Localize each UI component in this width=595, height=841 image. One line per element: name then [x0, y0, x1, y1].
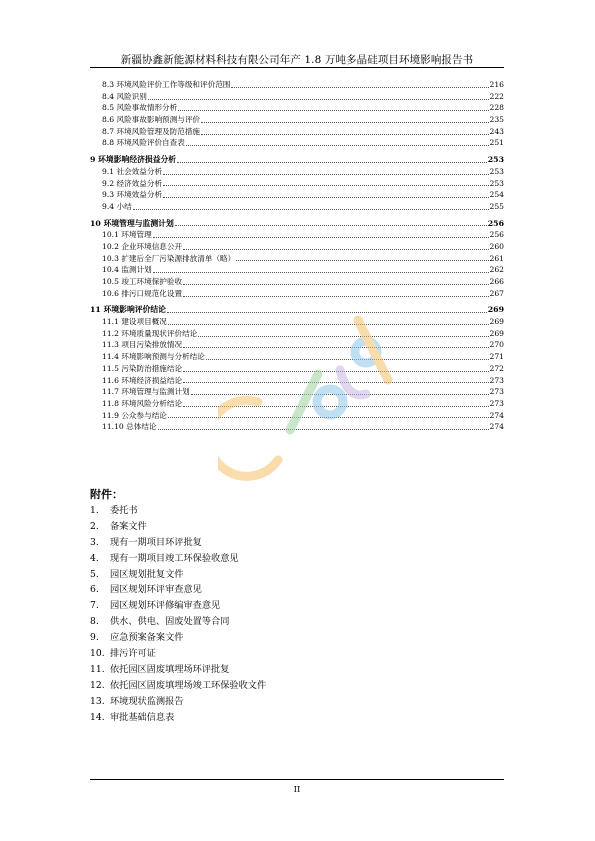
- toc-chapter-entry[interactable]: [90, 304, 504, 316]
- toc-dot-leader: [183, 370, 488, 372]
- appendix-item: [90, 535, 504, 551]
- toc-dot-leader: [186, 144, 489, 146]
- toc-entry[interactable]: [90, 189, 504, 201]
- toc-entry-page: 269: [489, 328, 504, 338]
- toc-entry-label: 11.9 公众参与结论: [102, 410, 167, 420]
- toc-entry-label: 11.4 环境影响预测与分析结论: [102, 352, 205, 362]
- toc-entry-label: 10.2 企业环境信息公开: [102, 241, 183, 251]
- toc-entry-label: 10.5 竣工环境保护验收: [102, 277, 183, 286]
- toc-entry[interactable]: [90, 386, 504, 398]
- toc-entry-label: 9 环境影响经济损益分析: [90, 155, 177, 165]
- toc-entry-page: 269: [487, 305, 504, 315]
- toc-entry-label: 8.5 风险事故情形分析: [102, 103, 178, 113]
- toc-entry[interactable]: [90, 421, 504, 433]
- toc-entry[interactable]: [90, 316, 504, 328]
- appendix-item-number: 1.: [90, 505, 99, 516]
- toc-dot-leader: [236, 259, 488, 261]
- toc-entry-label: 11.10 总体结论: [102, 422, 157, 432]
- toc-entry[interactable]: [90, 166, 504, 178]
- toc-entry-label: 11.6 环境经济损益结论: [102, 375, 183, 385]
- appendix-item-text: 园区规划环评修编审查意见: [110, 600, 221, 612]
- toc-entry[interactable]: [90, 398, 504, 410]
- appendix-item: [90, 646, 504, 662]
- toc-dot-leader: [231, 86, 488, 88]
- appendix-item: [90, 614, 504, 630]
- toc-entry[interactable]: [90, 241, 504, 253]
- appendix-item-number: 8.: [90, 616, 99, 628]
- footer-divider: [90, 779, 504, 780]
- toc-dot-leader: [153, 236, 489, 238]
- appendix-item: [90, 567, 504, 583]
- toc-entry-page: 274: [489, 422, 504, 432]
- toc-entry-label: 11.2 环境质量现状评价结论: [102, 328, 198, 338]
- appendix-item-text: 园区规划批复文件: [110, 568, 184, 580]
- toc-entry[interactable]: [90, 410, 504, 422]
- toc-entry-page: 267: [489, 288, 504, 298]
- toc-dot-leader: [198, 335, 488, 337]
- toc-dot-leader: [158, 428, 489, 430]
- toc-entry-label: 10 环境管理与监测计划: [90, 218, 174, 228]
- appendix-item: [90, 551, 504, 567]
- toc-dot-leader: [183, 381, 488, 383]
- toc-entry-page: 261: [489, 253, 504, 263]
- toc-dot-leader: [163, 184, 488, 186]
- appendix-item-text: 依托园区固废填埋场竣工环保验收文件: [110, 679, 267, 691]
- toc-entry-page: 253: [487, 155, 504, 165]
- toc-entry-page: 243: [489, 126, 504, 136]
- toc-entry-page: 235: [489, 115, 504, 125]
- appendix-item-number: 3.: [90, 536, 99, 548]
- toc-entry[interactable]: [90, 375, 504, 387]
- toc-entry[interactable]: [90, 253, 504, 265]
- toc-entry-page: 256: [487, 218, 504, 228]
- toc-entry-page: 255: [489, 201, 504, 211]
- appendix-item: [90, 678, 504, 694]
- appendix-item-text: 环境现状监测报告: [110, 695, 184, 707]
- toc-dot-leader: [175, 224, 487, 226]
- toc-entry-page: 228: [489, 103, 504, 113]
- appendix-item-text: 审批基础信息表: [110, 711, 175, 723]
- appendix-item-number: 6.: [90, 584, 99, 596]
- toc-entry-label: 8.6 风险事故影响预测与评价: [102, 115, 201, 125]
- toc-entry-label: 11.5 污染防治措施结论: [102, 363, 183, 373]
- appendix-item: [90, 598, 504, 614]
- toc-entry-page: 253: [489, 166, 504, 176]
- appendix-item-number: 13.: [90, 695, 105, 707]
- toc-entry-page: 270: [489, 340, 504, 350]
- toc-entry[interactable]: [90, 288, 504, 300]
- toc-entry[interactable]: [90, 276, 504, 288]
- appendix-item-number: 7.: [90, 600, 99, 612]
- toc-dot-leader: [183, 346, 488, 348]
- toc-dot-leader: [167, 311, 487, 313]
- appendix-item-number: 12.: [90, 679, 105, 691]
- toc-entry[interactable]: [90, 91, 504, 103]
- toc-entry[interactable]: [90, 201, 504, 213]
- page-header: 新疆协鑫新能源材料科技有限公司年产 1.8 万吨多晶硅项目环境影响报告书: [120, 54, 474, 66]
- toc-chapter-entry[interactable]: [90, 154, 504, 166]
- toc-entry[interactable]: [90, 178, 504, 190]
- appendix-item-number: 9.: [90, 632, 99, 644]
- toc-dot-leader: [183, 295, 488, 297]
- toc-entry-label: 9.4 小结: [102, 201, 132, 211]
- toc-entry[interactable]: [90, 363, 504, 375]
- page-number: II: [293, 785, 301, 795]
- toc-entry-page: 222: [489, 91, 504, 101]
- appendix-item-number: 11.: [90, 663, 105, 675]
- toc-entry-label: 9.3 环境效益分析: [102, 190, 163, 200]
- toc-entry-label: 8.8 环境风险评价自查表: [102, 138, 185, 148]
- appendix-item: [90, 710, 504, 726]
- toc-entry-page: 256: [489, 230, 504, 240]
- toc-entry-page: 271: [489, 352, 504, 362]
- toc-dot-leader: [183, 405, 488, 407]
- appendix-item-text: 现有一期项目竣工环保验收意见: [110, 552, 239, 564]
- toc-entry-label: 10.6 排污口规范化设置: [102, 288, 183, 298]
- toc-dot-leader: [148, 98, 489, 100]
- toc-dot-leader: [133, 208, 489, 210]
- appendix-item-number: 2.: [90, 520, 99, 532]
- appendix-item: [90, 630, 504, 646]
- toc-entry-label: 10.3 扩建后全厂污染源排放清单（略）: [102, 253, 236, 263]
- toc-entry-page: 266: [489, 277, 504, 286]
- toc-entry-label: 11 环境影响评价结论: [90, 305, 166, 315]
- toc-entry-page: 254: [489, 190, 504, 200]
- toc-entry[interactable]: [90, 102, 504, 114]
- appendix-item-text: 备案文件: [110, 520, 147, 532]
- toc-entry-label: 10.1 环境管理: [102, 230, 152, 240]
- toc-entry[interactable]: [90, 351, 504, 363]
- toc-entry-label: 9.1 社会效益分析: [102, 166, 163, 176]
- toc-entry-label: 11.1 建设项目概况: [102, 317, 167, 327]
- toc-entry-page: 251: [489, 138, 504, 148]
- appendix-title: 附件：: [90, 488, 123, 501]
- appendix-item-text: 园区规划环评审查意见: [110, 584, 202, 596]
- toc-dot-leader: [163, 196, 488, 198]
- toc-dot-leader: [206, 358, 489, 360]
- toc-entry[interactable]: [90, 328, 504, 340]
- toc-entry-label: 9.2 经济效益分析: [102, 178, 163, 188]
- appendix-item-text: 现有一期项目环评批复: [110, 536, 202, 548]
- toc-dot-leader: [183, 248, 488, 250]
- header-divider: [90, 67, 504, 68]
- toc-entry[interactable]: [90, 126, 504, 138]
- toc-dot-leader: [178, 109, 488, 111]
- toc-entry-page: 273: [489, 375, 504, 385]
- appendix-list: [90, 503, 504, 725]
- toc-entry-page: 253: [489, 178, 504, 188]
- toc-entry-page: 260: [489, 241, 504, 251]
- toc-entry-page: 269: [489, 317, 504, 327]
- toc-entry-page: 216: [489, 80, 504, 89]
- toc-entry[interactable]: [90, 264, 504, 276]
- toc-entry-page: 273: [489, 387, 504, 397]
- toc-entry-label: 11.7 环境管理与监测计划: [102, 387, 190, 397]
- toc-dot-leader: [168, 416, 489, 418]
- toc-dot-leader: [168, 323, 489, 325]
- appendix-item: [90, 519, 504, 535]
- toc-entry-label: 11.3 项目污染排放情况: [102, 340, 183, 350]
- toc-dot-leader: [153, 271, 489, 273]
- toc-entry-page: 274: [489, 410, 504, 420]
- toc-entry[interactable]: [90, 137, 504, 149]
- toc-dot-leader: [177, 161, 487, 163]
- appendix-section: [90, 487, 504, 725]
- toc-entry[interactable]: [90, 339, 504, 351]
- appendix-item: [90, 582, 504, 598]
- toc-entry-label: 8.3 环境风险评价工作等级和评价范围: [102, 80, 231, 89]
- toc-entry-label: 11.8 环境风险分析结论: [102, 398, 183, 408]
- appendix-item-text: 应急预案备案文件: [110, 632, 184, 644]
- toc-entry-page: 262: [489, 265, 504, 275]
- appendix-item-number: 10.: [90, 648, 105, 660]
- appendix-item-text: 排污许可证: [110, 648, 156, 660]
- appendix-item-text: 供水、供电、固废处置等合同: [110, 616, 230, 628]
- appendix-item-text: 依托园区固废填埋场环评批复: [110, 663, 230, 675]
- appendix-item: [90, 662, 504, 678]
- table-of-contents: [90, 79, 504, 433]
- toc-entry[interactable]: [90, 229, 504, 241]
- appendix-item-number: 14.: [90, 711, 105, 723]
- toc-entry-page: 273: [489, 398, 504, 408]
- toc-entry[interactable]: [90, 79, 504, 91]
- appendix-item-text: 委托书: [110, 505, 138, 516]
- toc-entry-label: 8.7 环境风险管理及防范措施: [102, 126, 201, 136]
- toc-dot-leader: [201, 133, 488, 135]
- appendix-item: [90, 503, 504, 519]
- toc-chapter-entry[interactable]: [90, 218, 504, 230]
- appendix-item: [90, 694, 504, 710]
- toc-entry-page: 272: [489, 363, 504, 373]
- toc-entry[interactable]: [90, 114, 504, 126]
- appendix-item-number: 5.: [90, 568, 99, 580]
- toc-dot-leader: [201, 121, 488, 123]
- toc-dot-leader: [191, 393, 489, 395]
- toc-dot-leader: [183, 283, 488, 285]
- toc-entry-label: 10.4 监测计划: [102, 265, 152, 275]
- appendix-item-number: 4.: [90, 552, 99, 564]
- toc-dot-leader: [163, 173, 488, 175]
- toc-entry-label: 8.4 风险识别: [102, 91, 147, 101]
